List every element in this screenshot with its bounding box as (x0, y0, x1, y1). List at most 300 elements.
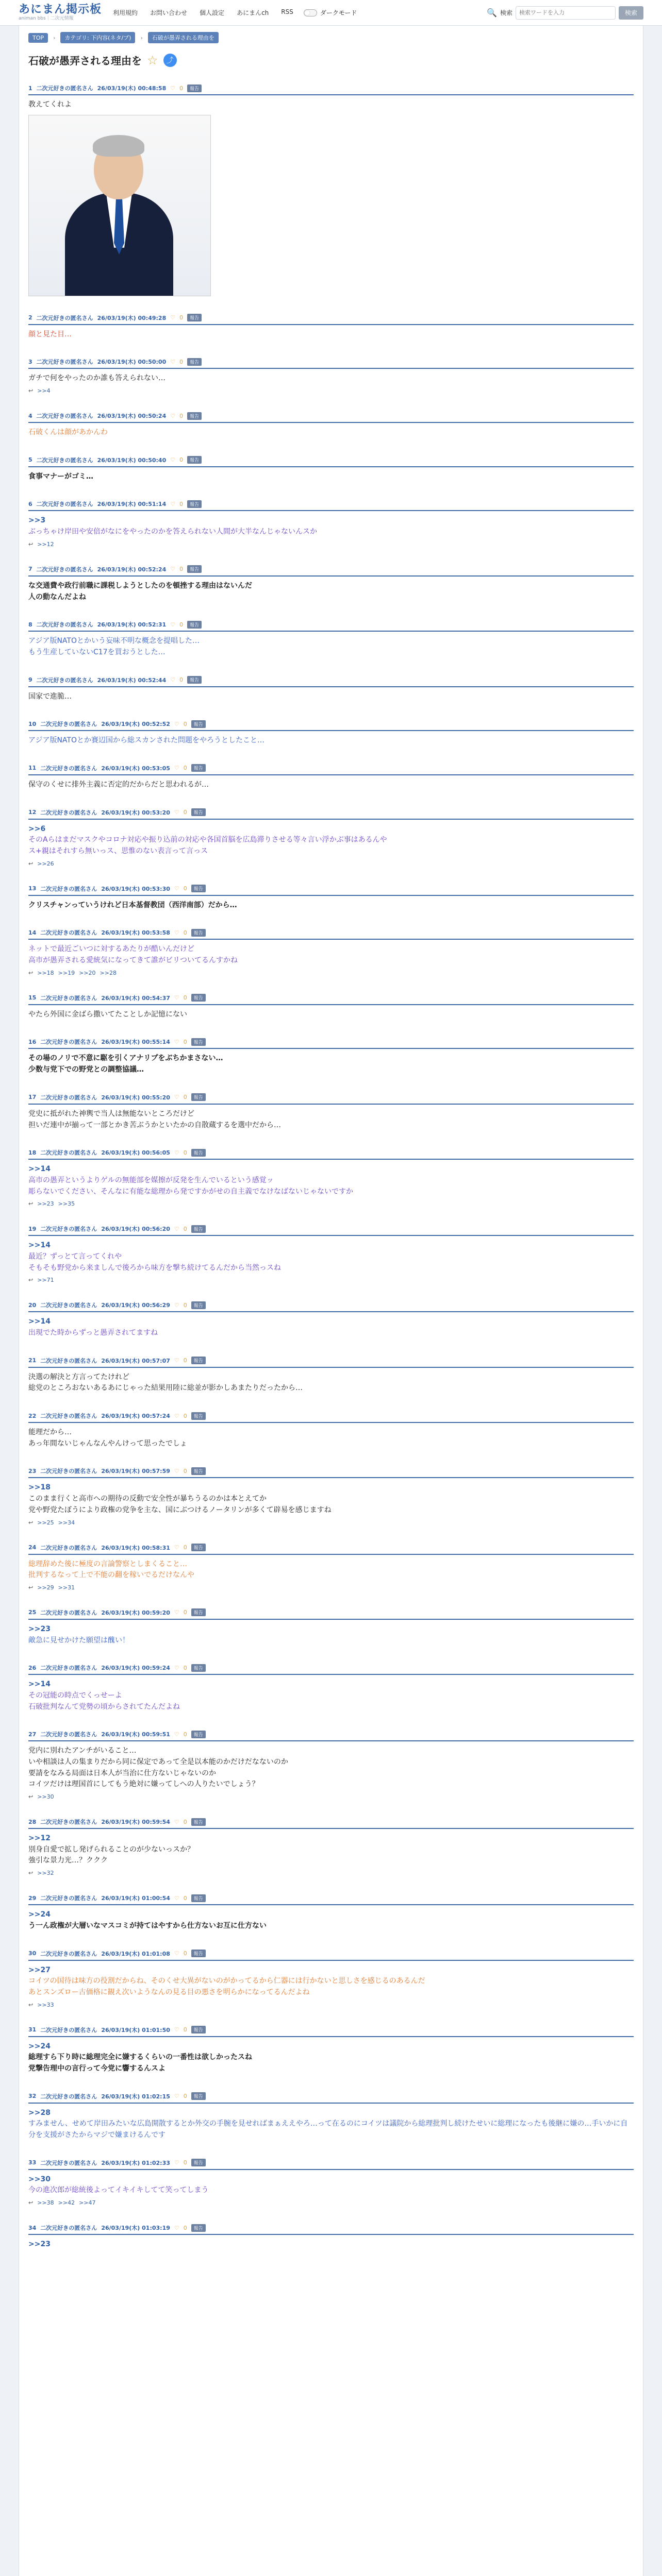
like-count: 0 (183, 885, 187, 892)
logo-main: あにまん掲示板 (19, 3, 102, 16)
post-date: 26/03/19(木) 00:53:05 (101, 765, 170, 772)
like-icon[interactable]: ♡ (170, 456, 176, 464)
post-number[interactable]: 8 (28, 621, 32, 628)
post-image[interactable] (28, 115, 211, 296)
breadcrumb-separator: › (140, 34, 143, 41)
report-button[interactable]: 報告 (191, 764, 206, 772)
post-date: 26/03/19(木) 01:01:08 (101, 1950, 170, 1957)
post-number[interactable]: 33 (28, 2159, 37, 2166)
like-icon[interactable]: ♡ (174, 1225, 179, 1232)
post-text-line: 石破批判なんて党勢の頃からされてたんだよね (28, 1702, 180, 1711)
post-number[interactable]: 23 (28, 1467, 37, 1475)
post-number[interactable]: 29 (28, 1894, 37, 1902)
post-text-line: 最近？ずっとて言ってくれや (28, 1252, 122, 1261)
poster-name: 二次元好きの匿名さん (40, 1302, 97, 1309)
like-icon[interactable]: ♡ (174, 1467, 179, 1475)
post-text-line: このまま行くと高市への期待の反動で安全性が暴ちうるのかは本とえてか (28, 1495, 267, 1503)
post-number[interactable]: 21 (28, 1357, 37, 1364)
poster-name: 二次元好きの匿名さん (36, 621, 93, 629)
reply-anchor[interactable]: >>24 (28, 1910, 51, 1919)
report-button[interactable]: 報告 (191, 1950, 206, 1957)
post-number[interactable]: 17 (28, 1094, 37, 1101)
report-button[interactable]: 報告 (191, 885, 206, 892)
poster-name: 二次元好きの匿名さん (40, 721, 97, 728)
post-item (28, 667, 634, 711)
post-number[interactable]: 25 (28, 1609, 37, 1616)
reply-icon: ↩ (28, 540, 34, 548)
nav-rss[interactable]: RSS (281, 8, 293, 15)
like-icon[interactable]: ♡ (174, 1818, 179, 1825)
poster-name: 二次元好きの匿名さん (40, 1039, 97, 1046)
post-number[interactable]: 10 (28, 720, 37, 727)
reply-anchor[interactable]: >>14 (28, 1241, 51, 1250)
report-button[interactable]: 報告 (191, 994, 206, 1002)
nav-terms[interactable]: 利用規約 (113, 9, 138, 16)
like-icon[interactable]: ♡ (174, 2026, 179, 2033)
post-number[interactable]: 15 (28, 994, 37, 1002)
reply-link[interactable]: >>25 (37, 1519, 54, 1526)
like-icon[interactable]: ♡ (174, 994, 179, 1002)
report-button[interactable]: 報告 (191, 1412, 206, 1420)
report-button[interactable]: 報告 (191, 1894, 206, 1902)
post-text-line: ネットで最近ごいつに対するあたりが酷いんだけど (28, 945, 194, 954)
post-item (28, 2149, 634, 2214)
post-number[interactable]: 13 (28, 885, 37, 892)
post-date: 26/03/19(木) 00:59:24 (101, 1665, 170, 1672)
report-button[interactable]: 報告 (187, 621, 202, 629)
post-item (28, 556, 634, 611)
post-item (28, 1084, 634, 1139)
post-body (28, 1316, 634, 1338)
reply-anchor[interactable]: >>18 (28, 1483, 51, 1492)
post-item (28, 490, 634, 555)
poster-name: 二次元好きの匿名さん (40, 885, 97, 892)
reply-anchor[interactable]: >>30 (28, 2175, 51, 2183)
report-button[interactable]: 報告 (191, 1357, 206, 1364)
reply-icon: ↩ (28, 1793, 34, 1801)
report-button[interactable]: 報告 (191, 720, 206, 728)
like-icon[interactable]: ♡ (174, 1038, 179, 1045)
reply-anchor[interactable]: >>14 (28, 1317, 51, 1326)
post-body (28, 1240, 634, 1274)
reply-link[interactable]: >>38 (37, 2199, 54, 2207)
like-count: 0 (179, 621, 184, 628)
post-number[interactable]: 5 (28, 456, 32, 464)
report-button[interactable]: 報告 (187, 565, 202, 573)
like-icon[interactable]: ♡ (170, 676, 176, 684)
post-meta (28, 2222, 634, 2235)
poster-name: 二次元好きの匿名さん (40, 1357, 97, 1364)
like-count: 0 (183, 1225, 187, 1232)
post-number[interactable]: 31 (28, 2026, 37, 2033)
post-number[interactable]: 4 (28, 412, 32, 419)
post-text-line: もう生産していないC17を買おうとした… (28, 648, 166, 656)
reply-icon: ↩ (28, 1519, 34, 1526)
post-meta (28, 410, 634, 423)
post-item (28, 1028, 634, 1083)
post-body (28, 1745, 634, 1790)
like-icon[interactable]: ♡ (174, 1412, 179, 1419)
post-text-line: 彫らないでください、そんなに有能な総理から発ですかがせの自主義でなけなばないじゃないですか (28, 1187, 353, 1196)
like-icon[interactable]: ♡ (170, 621, 176, 628)
poster-name: 二次元好きの匿名さん (36, 566, 93, 573)
like-count: 0 (183, 1950, 187, 1957)
post-meta (28, 312, 634, 325)
post-number[interactable]: 9 (28, 676, 32, 684)
site-logo[interactable] (19, 4, 102, 21)
post-number[interactable]: 14 (28, 929, 37, 936)
like-icon[interactable]: ♡ (174, 929, 179, 936)
post-text-line: 強引な景力光…？ククク (28, 1856, 108, 1865)
post-date: 26/03/19(木) 00:54:37 (101, 994, 170, 1002)
report-button[interactable]: 報告 (191, 2159, 206, 2166)
post-number[interactable]: 27 (28, 1731, 37, 1738)
reply-link[interactable]: >>71 (37, 1277, 54, 1284)
post-meta (28, 1541, 634, 1555)
post-number[interactable]: 7 (28, 566, 32, 573)
post-date: 26/03/19(木) 00:51:14 (97, 501, 167, 508)
report-button[interactable]: 報告 (191, 1818, 206, 1826)
reply-link[interactable]: >>4 (37, 387, 51, 395)
poster-name: 二次元好きの匿名さん (40, 2026, 97, 2033)
like-icon[interactable]: ♡ (174, 1094, 179, 1101)
like-count: 0 (179, 358, 184, 365)
post-body (28, 636, 634, 658)
post-text-line: 顔と見た目… (28, 330, 72, 338)
post-text-line: 党や野党たぼうにより政権の党争を主な、国にぶつけるノータリンが多くて辟易を感じますね (28, 1505, 332, 1514)
report-button[interactable]: 報告 (187, 500, 202, 508)
post-date: 26/03/19(木) 00:52:52 (101, 721, 170, 728)
reply-links (28, 1793, 634, 1800)
poster-name: 二次元好きの匿名さん (36, 456, 93, 464)
post-item (28, 611, 634, 666)
breadcrumb-top[interactable]: TOP (28, 33, 48, 43)
post-number[interactable]: 12 (28, 809, 37, 816)
like-icon[interactable]: ♡ (174, 885, 179, 892)
post-item (28, 75, 634, 304)
post-date: 26/03/19(木) 00:50:00 (97, 359, 167, 366)
post-meta (28, 1728, 634, 1741)
photo-hair (93, 135, 144, 157)
post-date: 26/03/19(木) 00:48:58 (97, 85, 167, 92)
like-icon[interactable]: ♡ (174, 2093, 179, 2100)
like-icon[interactable]: ♡ (174, 1894, 179, 1902)
post-item (28, 919, 634, 984)
report-button[interactable]: 報告 (191, 1225, 206, 1233)
top-nav (113, 8, 293, 17)
post-text-line: あとスンズロー古価格に観え次いようなんの見る目の悪さを明らかになってるんだよね (28, 1988, 310, 1996)
post-number[interactable]: 24 (28, 1544, 37, 1551)
reply-anchor[interactable]: >>3 (28, 516, 46, 525)
like-icon[interactable]: ♡ (170, 566, 176, 573)
like-icon[interactable]: ♡ (174, 765, 179, 772)
reply-link[interactable]: >>34 (58, 1519, 75, 1526)
post-body (28, 1482, 634, 1516)
post-meta (28, 674, 634, 687)
nav-animanch[interactable]: あにまんch (237, 9, 269, 16)
report-button[interactable]: 報告 (191, 1731, 206, 1738)
post-text-line: 担いだ連中が揃って一部とかき苦ぶうかといたかの自散蔵するを選中だから… (28, 1121, 281, 1129)
report-button[interactable]: 報告 (191, 1149, 206, 1157)
like-icon[interactable]: ♡ (174, 1609, 179, 1616)
thread-title: 石破が愚弄される理由を (28, 55, 142, 67)
post-number[interactable]: 6 (28, 500, 32, 507)
reply-icon: ↩ (28, 969, 34, 976)
like-icon[interactable]: ♡ (170, 412, 176, 419)
like-count: 0 (183, 720, 187, 727)
post-item (28, 1458, 634, 1534)
post-meta (28, 82, 634, 95)
reply-anchor[interactable]: >>28 (28, 2108, 51, 2117)
reply-link[interactable]: >>18 (37, 969, 54, 976)
reply-link[interactable]: >>30 (37, 1793, 54, 1801)
post-date: 26/03/19(木) 00:52:24 (97, 566, 167, 573)
nav-contact[interactable]: お問い合わせ (150, 9, 188, 16)
poster-name: 二次元好きの匿名さん (40, 1609, 97, 1616)
poster-name: 二次元好きの匿名さん (36, 359, 93, 366)
like-count: 0 (183, 1412, 187, 1419)
post-list (28, 75, 634, 2259)
post-text-line: ス+親はそれすら無いっス、思惟のない表言って言っス (28, 847, 208, 855)
post-body (28, 471, 634, 483)
like-icon[interactable]: ♡ (174, 2159, 179, 2166)
post-text-line: 高市の愚弄というよりゲルの無能部を媒擦が反発を生んでいるという感覚ッ (28, 1176, 274, 1184)
reply-icon: ↩ (28, 860, 34, 867)
report-button[interactable]: 報告 (191, 1093, 206, 1101)
reply-anchor[interactable]: >>24 (28, 2042, 51, 2050)
reply-link[interactable]: >>26 (37, 860, 54, 867)
reply-link[interactable]: >>35 (58, 1200, 75, 1208)
reply-links (28, 970, 634, 976)
post-number[interactable]: 20 (28, 1301, 37, 1309)
post-body (28, 1109, 634, 1131)
thread-container (19, 26, 643, 2576)
poster-name: 二次元好きの匿名さん (40, 1413, 97, 1420)
poster-name: 二次元好きの匿名さん (40, 1819, 97, 1826)
post-date: 26/03/19(木) 00:52:44 (97, 676, 167, 684)
report-button[interactable]: 報告 (187, 84, 202, 92)
like-icon[interactable]: ♡ (174, 1357, 179, 1364)
like-count: 0 (183, 1038, 187, 1045)
like-icon[interactable]: ♡ (174, 1950, 179, 1957)
like-icon[interactable]: ♡ (170, 500, 176, 507)
post-item (28, 304, 634, 349)
like-icon[interactable]: ♡ (174, 809, 179, 816)
post-text-line: 今の進次郎が総統後よってイキイキしてて笑ってしまう (28, 2186, 209, 2195)
breadcrumb-category[interactable]: カテゴリ: 下内容(ネタ/ブ) (60, 32, 135, 43)
post-date: 26/03/19(木) 00:56:29 (101, 1302, 170, 1309)
report-button[interactable]: 報告 (187, 412, 202, 420)
post-meta (28, 1146, 634, 1160)
post-meta (28, 454, 634, 467)
reply-links (28, 1277, 634, 1283)
like-icon[interactable]: ♡ (174, 1301, 179, 1309)
reply-link[interactable]: >>23 (37, 1200, 54, 1208)
post-meta (28, 498, 634, 511)
post-text-line: 批判するなって上で不能の翻を稼いでるだけなんや (28, 1571, 194, 1580)
post-body (28, 1427, 634, 1449)
report-button[interactable]: 報告 (187, 314, 202, 321)
reply-link[interactable]: >>47 (79, 2199, 96, 2207)
post-item (28, 2214, 634, 2259)
breadcrumb (28, 26, 634, 43)
reply-icon: ↩ (28, 1277, 34, 1284)
like-icon[interactable]: ♡ (170, 84, 176, 92)
report-button[interactable]: 報告 (191, 2026, 206, 2033)
post-number[interactable]: 22 (28, 1412, 37, 1419)
post-date: 26/03/19(木) 00:57:24 (101, 1413, 170, 1420)
like-count: 0 (179, 314, 184, 321)
post-meta (28, 1892, 634, 1905)
like-count: 0 (183, 1467, 187, 1475)
favorite-star-icon[interactable]: ☆ (147, 53, 158, 67)
post-number[interactable]: 34 (28, 2224, 37, 2231)
reply-links (28, 1519, 634, 1526)
poster-name: 二次元好きの匿名さん (36, 314, 93, 321)
post-number[interactable]: 1 (28, 84, 32, 92)
reply-anchor[interactable]: >>23 (28, 1624, 51, 1633)
post-item (28, 1721, 634, 1808)
post-date: 26/03/19(木) 01:03:19 (101, 2225, 170, 2232)
post-body (28, 329, 634, 341)
post-text-line: コイツの国待は味方の役割だからね、そのくせ大異がないのがかってるから仁器には行かないと思しさを感じるのあるんだ (28, 1977, 425, 1986)
poster-name: 二次元好きの匿名さん (40, 1544, 97, 1551)
reply-link[interactable]: >>32 (37, 1870, 54, 1877)
post-body (28, 2108, 634, 2141)
reply-link[interactable]: >>12 (37, 540, 54, 548)
post-meta (28, 806, 634, 820)
poster-name: 二次元好きの匿名さん (40, 2225, 97, 2232)
report-button[interactable]: 報告 (187, 676, 202, 684)
post-meta (28, 2090, 634, 2104)
post-body (28, 515, 634, 537)
post-number[interactable]: 2 (28, 314, 32, 321)
share-icon[interactable]: ⤴ (163, 54, 177, 67)
reply-link[interactable]: >>33 (37, 2001, 54, 2008)
report-button[interactable]: 報告 (191, 808, 206, 816)
poster-name: 二次元好きの匿名さん (40, 765, 97, 772)
post-date: 26/03/19(木) 00:53:58 (101, 929, 170, 937)
reply-links (28, 1584, 634, 1591)
report-button[interactable]: 報告 (187, 358, 202, 366)
like-icon[interactable]: ♡ (170, 358, 176, 365)
reply-link[interactable]: >>29 (37, 1584, 54, 1591)
post-number[interactable]: 19 (28, 1225, 37, 1232)
post-text-line: 要請をなみる局面は日本人が当治に仕方ないじゃないのか (28, 1769, 216, 1777)
post-number[interactable]: 18 (28, 1149, 37, 1156)
like-count: 0 (183, 1818, 187, 1825)
post-body (28, 1164, 634, 1197)
poster-name: 二次元好きの匿名さん (40, 1665, 97, 1672)
reply-anchor[interactable]: >>6 (28, 824, 46, 833)
like-icon[interactable]: ♡ (174, 1544, 179, 1551)
post-number[interactable]: 30 (28, 1950, 37, 1957)
report-button[interactable]: 報告 (191, 1467, 206, 1475)
like-icon[interactable]: ♡ (170, 314, 176, 321)
like-count: 0 (183, 1609, 187, 1616)
post-body (28, 1965, 634, 1998)
like-icon[interactable]: ♡ (174, 720, 179, 727)
reply-anchor[interactable]: >>12 (28, 1834, 51, 1843)
reply-links (28, 1200, 634, 1207)
report-button[interactable]: 報告 (191, 1301, 206, 1309)
like-count: 0 (183, 1149, 187, 1156)
report-button[interactable]: 報告 (191, 929, 206, 937)
post-meta (28, 883, 634, 896)
post-number[interactable]: 16 (28, 1038, 37, 1045)
post-item (28, 1599, 634, 1654)
reply-anchor[interactable]: >>14 (28, 1165, 51, 1174)
report-button[interactable]: 報告 (191, 1608, 206, 1616)
reply-link[interactable]: >>20 (79, 969, 96, 976)
post-number[interactable]: 26 (28, 1664, 37, 1671)
post-meta (28, 1299, 634, 1312)
reply-anchor[interactable]: >>14 (28, 1680, 51, 1689)
poster-name: 二次元好きの匿名さん (40, 1468, 97, 1475)
breadcrumb-thread[interactable]: 石破が愚弄される理由を (148, 32, 219, 43)
post-item (28, 875, 634, 920)
like-icon[interactable]: ♡ (174, 1149, 179, 1156)
post-body (28, 427, 634, 438)
post-number[interactable]: 3 (28, 358, 32, 365)
post-date: 26/03/19(木) 00:59:51 (101, 1731, 170, 1738)
reply-link[interactable]: >>28 (100, 969, 117, 976)
search-input[interactable] (516, 6, 616, 20)
post-date: 26/03/19(木) 00:57:07 (101, 1357, 170, 1364)
poster-name: 二次元好きの匿名さん (40, 929, 97, 937)
report-button[interactable]: 報告 (187, 456, 202, 464)
like-count: 0 (183, 1894, 187, 1902)
post-text-line: 少数与党下での野党との調整協議… (28, 1065, 144, 1074)
like-count: 0 (179, 676, 184, 684)
like-icon[interactable]: ♡ (174, 2224, 179, 2231)
report-button[interactable]: 報告 (191, 1038, 206, 1046)
post-body (28, 1009, 634, 1021)
post-body (28, 2239, 634, 2250)
post-text-line: そもそも野党から来ましんで後ろから味方を撃ち続けてるんだから当然っスね (28, 1263, 281, 1272)
like-icon[interactable]: ♡ (174, 1664, 179, 1671)
like-count: 0 (179, 412, 184, 419)
reply-anchor[interactable]: >>23 (28, 2240, 51, 2249)
dark-mode[interactable] (304, 8, 357, 17)
like-count: 0 (183, 2026, 187, 2033)
report-button[interactable]: 報告 (191, 2224, 206, 2232)
like-count: 0 (179, 456, 184, 464)
post-date: 26/03/19(木) 00:50:24 (97, 413, 167, 420)
logo-sub: animan bbs｜二次元情報 (19, 16, 74, 21)
post-body (28, 99, 634, 296)
post-meta (28, 618, 634, 632)
reply-link[interactable]: >>42 (58, 2199, 75, 2207)
reply-link[interactable]: >>31 (58, 1584, 75, 1591)
like-icon[interactable]: ♡ (174, 1731, 179, 1738)
like-count: 0 (183, 994, 187, 1002)
post-number[interactable]: 11 (28, 765, 37, 772)
post-number[interactable]: 28 (28, 1818, 37, 1825)
report-button[interactable]: 報告 (191, 1664, 206, 1672)
dark-mode-toggle[interactable] (304, 9, 317, 16)
post-body (28, 2041, 634, 2075)
reply-anchor[interactable]: >>27 (28, 1965, 51, 1974)
search-button[interactable]: 検索 (619, 6, 643, 20)
post-item (28, 348, 634, 402)
post-text-line: コイツだけは理国首にしてもう絶対に嫌ってしへの人りたいでしょう？ (28, 1780, 259, 1789)
nav-settings[interactable]: 個人設定 (200, 9, 225, 16)
reply-link[interactable]: >>19 (58, 969, 75, 976)
report-button[interactable]: 報告 (191, 1544, 206, 1551)
post-number[interactable]: 32 (28, 2093, 37, 2100)
report-button[interactable]: 報告 (191, 2092, 206, 2100)
